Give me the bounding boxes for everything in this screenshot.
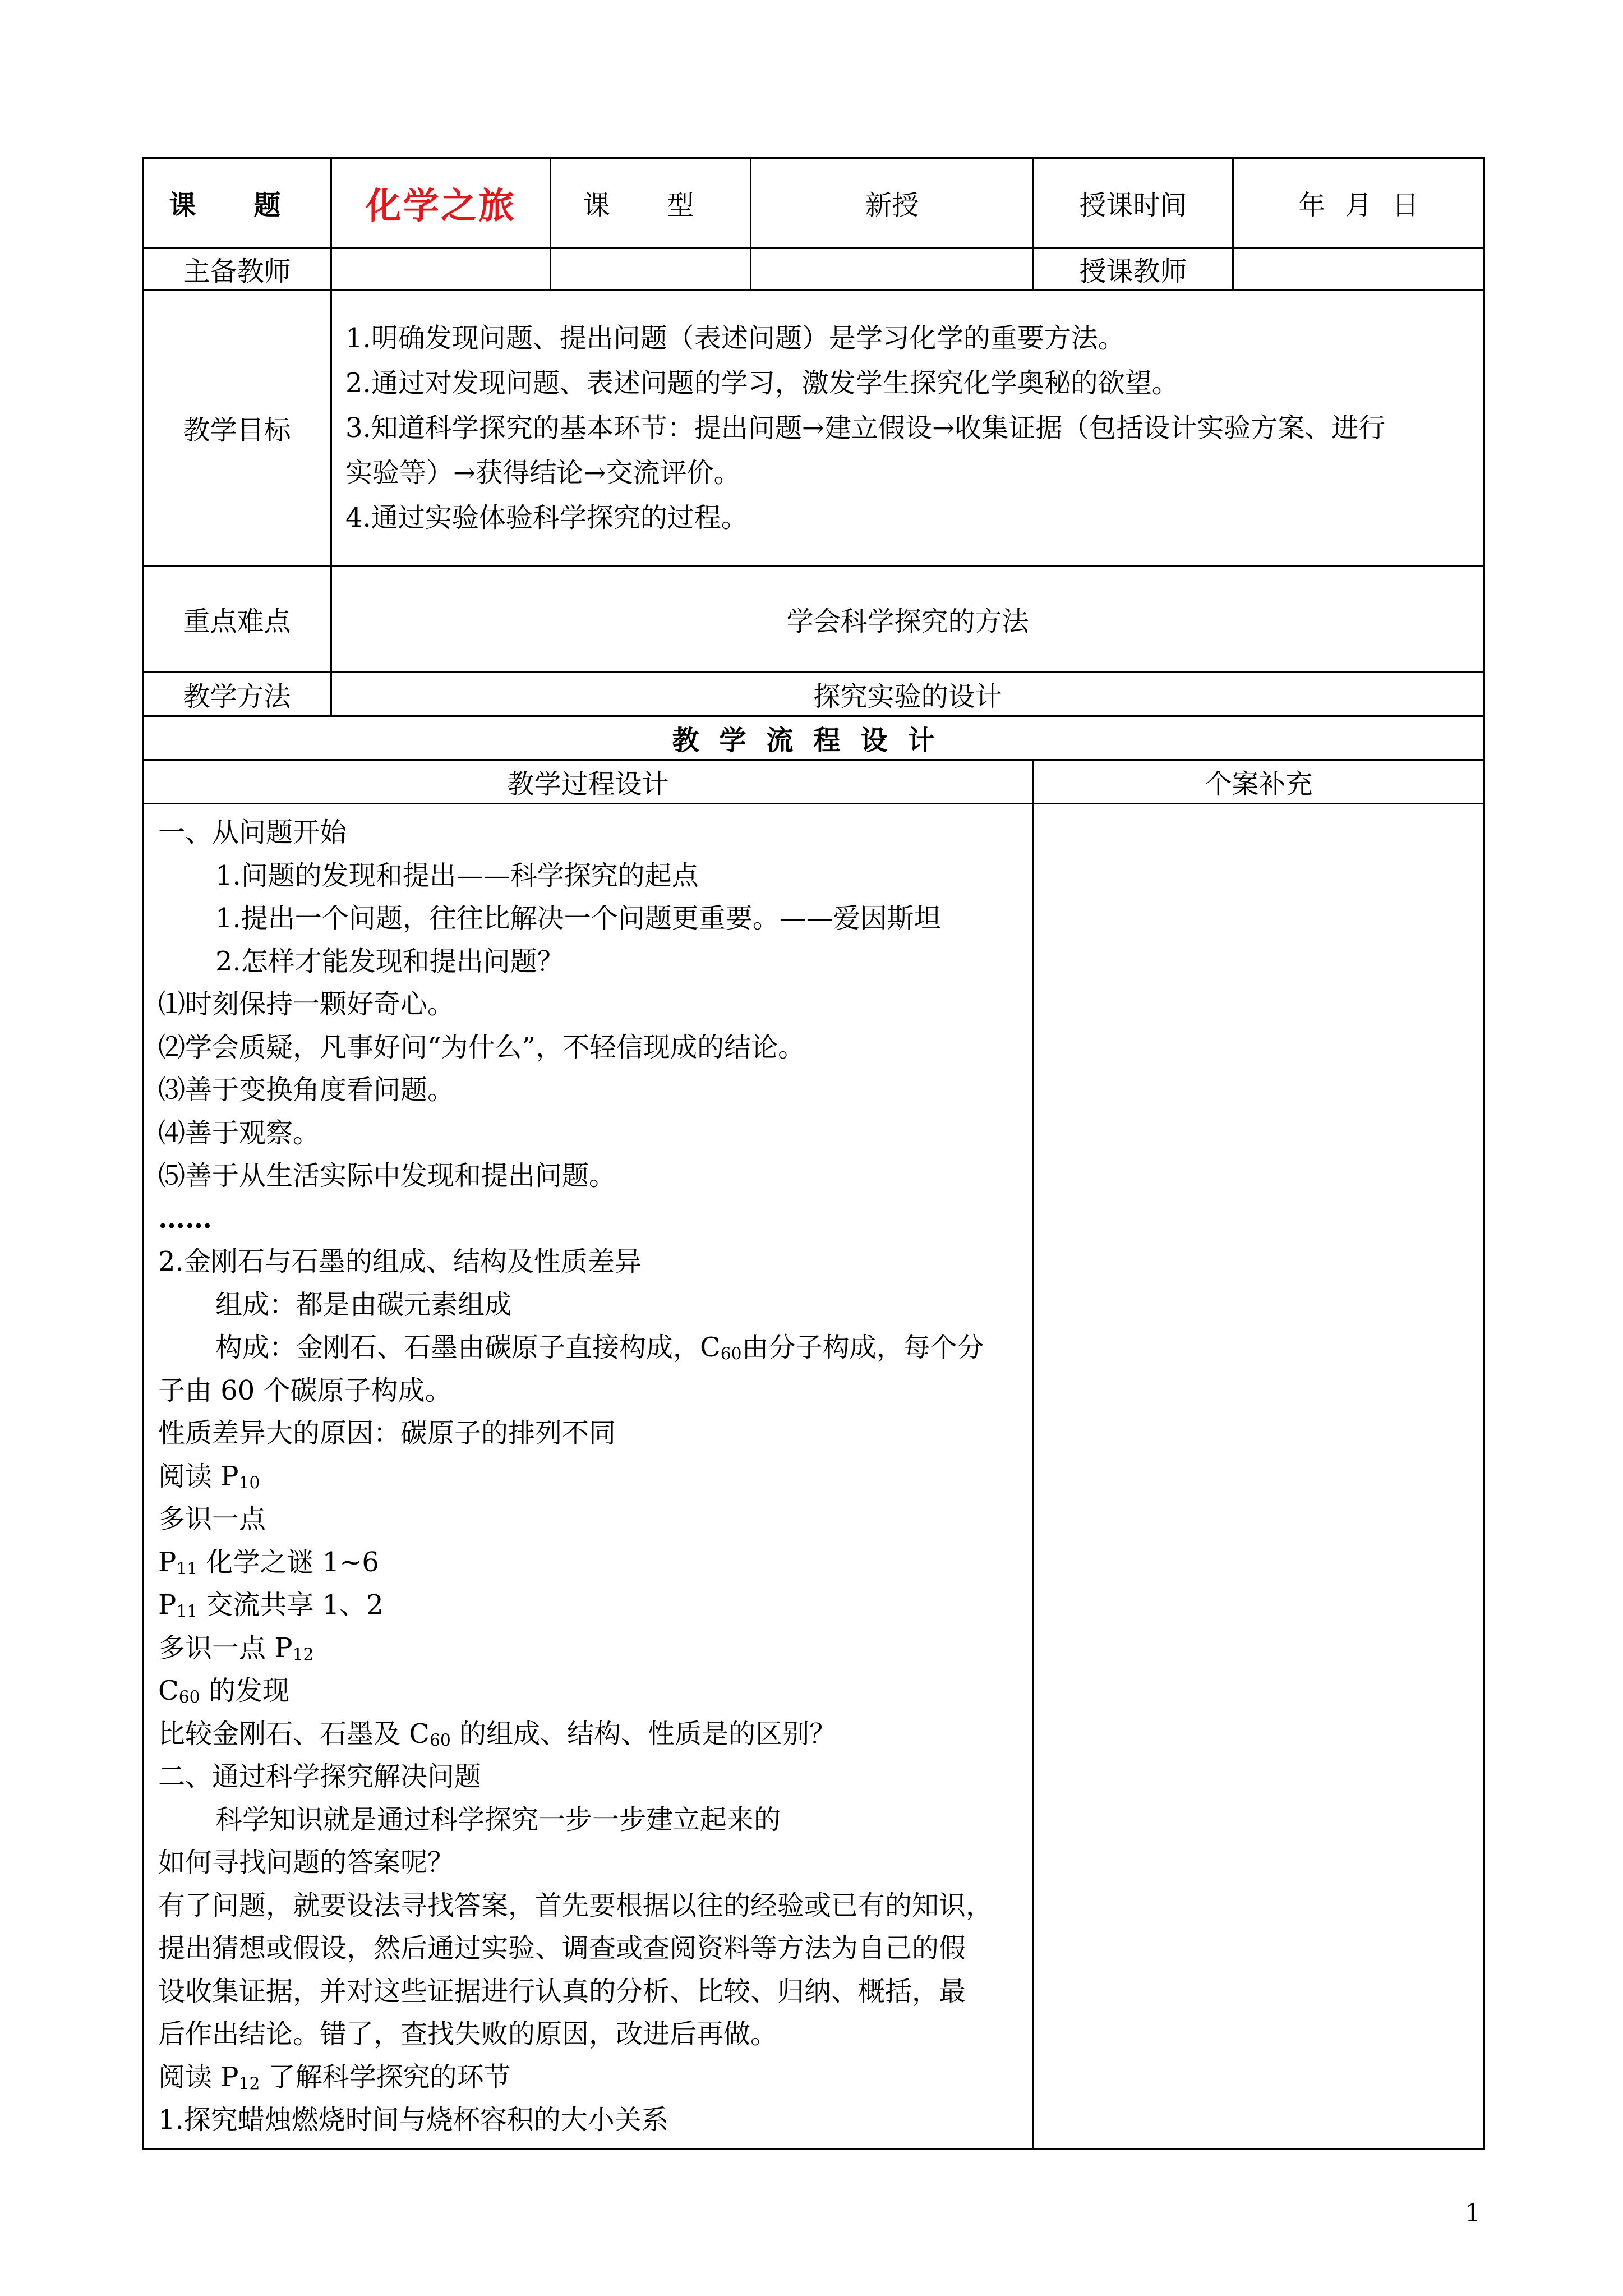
goals-row	[143, 290, 1484, 566]
type-label: 课 型	[551, 158, 751, 248]
line-part: C	[158, 1675, 179, 1706]
line-part: 的组成、结构、性质是的区别？	[450, 1718, 837, 1750]
process-line: 提出猜想或假设，然后通过实验、调查或查阅资料等方法为自己的假	[158, 1932, 966, 1964]
process-line: 2.金刚石与石墨的组成、结构及性质差异	[158, 1246, 642, 1277]
subscript: 60	[178, 1687, 200, 1708]
time-label: 授课时间	[1034, 158, 1233, 248]
process-line	[158, 1669, 1022, 1713]
process-line	[158, 1541, 1022, 1584]
process-line	[158, 1455, 1022, 1498]
goals-content	[331, 290, 1484, 566]
subscript: 12	[292, 1644, 314, 1664]
lesson-plan-table	[142, 157, 1485, 2150]
line-part: 多识一点 P	[158, 1632, 293, 1664]
line-part: 阅读 P	[158, 1460, 239, 1492]
teacher-row	[143, 248, 1484, 290]
process-line: 科学知识就是通过科学探究一步一步建立起来的	[215, 1803, 781, 1835]
key-points-label: 重点难点	[143, 566, 331, 673]
goals-label: 教学目标	[143, 290, 331, 566]
topic-label: 课 题	[143, 158, 331, 248]
goal-item: 2.通过对发现问题、表述问题的学习，激发学生探究化学奥秘的欲望。	[345, 367, 1179, 399]
process-line: ⑷善于观察。	[158, 1117, 320, 1149]
process-line: 1.探究蜡烛燃烧时间与烧杯容积的大小关系	[158, 2104, 668, 2136]
goal-item: 1.明确发现问题、提出问题（表述问题）是学习化学的重要方法。	[345, 322, 1125, 354]
flow-heading-row	[143, 716, 1484, 760]
subscript: 11	[176, 1602, 198, 1622]
goal-item: 3.知道科学探究的基本环节：提出问题→建立假设→收集证据（包括设计实验方案、进行	[345, 412, 1386, 444]
process-line: 二、通过科学探究解决问题	[158, 1761, 482, 1792]
process-row	[143, 804, 1484, 2150]
lead-teacher-label: 主备教师	[143, 248, 331, 290]
process-line: 子由 60 个碳原子构成。	[158, 1374, 452, 1406]
process-line: 1.提出一个问题，往往比解决一个问题更重要。——爱因斯坦	[215, 903, 941, 934]
subscript: 10	[238, 1473, 260, 1493]
process-line: ……	[158, 1203, 212, 1235]
process-line: 多识一点	[158, 1503, 266, 1535]
process-line: 组成：都是由碳元素组成	[215, 1289, 512, 1320]
process-line: ⑶善于变换角度看问题。	[158, 1074, 455, 1106]
process-line: 1.问题的发现和提出——科学探究的起点	[215, 859, 699, 891]
process-line: 性质差异大的原因：碳原子的排列不同	[158, 1418, 616, 1449]
lead-teacher-value	[331, 248, 551, 290]
line-part: 构成：金刚石、石墨由碳原子直接构成，	[215, 1332, 700, 1363]
process-line: ⑸善于从生活实际中发现和提出问题。	[158, 1160, 616, 1191]
process-line: 2.怎样才能发现和提出问题？	[215, 945, 564, 977]
process-header: 教学过程设计	[143, 760, 1034, 804]
line-part: 了解科学探究的环节	[260, 2061, 511, 2093]
blank-cell	[551, 248, 751, 290]
teacher-label: 授课教师	[1034, 248, 1233, 290]
flow-header-row	[143, 760, 1484, 804]
method-label: 教学方法	[143, 673, 331, 716]
line-part: 由分子构成，每个分	[741, 1332, 984, 1363]
goal-item: 4.通过实验体验科学探究的过程。	[345, 501, 748, 533]
blank-cell	[751, 248, 1034, 290]
topic-title: 化学之旅	[365, 185, 517, 227]
process-content	[143, 804, 1034, 2150]
process-line: 如何寻找问题的答案呢？	[158, 1847, 455, 1878]
supplement-header: 个案补充	[1034, 760, 1484, 804]
process-line: 设收集证据，并对这些证据进行认真的分析、比较、归纳、概括，最	[158, 1975, 966, 2007]
line-part: 交流共享 1、2	[197, 1589, 384, 1621]
process-line	[158, 1326, 1022, 1369]
line-part: P	[158, 1546, 177, 1578]
process-line: 后作出结论。错了，查找失败的原因，改进后再做。	[158, 2018, 778, 2050]
subscript: 12	[238, 2073, 260, 2093]
line-part: 的发现	[200, 1675, 289, 1706]
process-line: 一、从问题开始	[158, 817, 347, 848]
subscript: 60	[720, 1344, 742, 1364]
key-points-row	[143, 566, 1484, 673]
line-part: P	[158, 1589, 177, 1621]
flow-heading: 教学流程设计	[143, 716, 1484, 760]
process-line	[158, 1584, 1022, 1627]
method-value: 探究实验的设计	[331, 673, 1484, 716]
process-line: 有了问题，就要设法寻找答案，首先要根据以往的经验或已有的知识，	[158, 1889, 993, 1921]
subscript: 60	[430, 1730, 451, 1750]
line-part: 阅读 P	[158, 2061, 239, 2093]
line-part: 化学之谜 1~6	[197, 1546, 379, 1578]
process-line	[158, 2056, 1022, 2099]
type-value: 新授	[751, 158, 1034, 248]
method-row	[143, 673, 1484, 716]
line-part: 比较金刚石、石墨及 C	[158, 1718, 430, 1750]
goal-item: 实验等）→获得结论→交流评价。	[345, 457, 741, 489]
topic-row	[143, 158, 1484, 248]
subscript: 11	[176, 1558, 198, 1579]
time-value: 年 月 日	[1233, 158, 1484, 248]
process-line: ⑵学会质疑，凡事好问“为什么”，不轻信现成的结论。	[158, 1031, 805, 1063]
topic-value	[331, 158, 551, 248]
page-number: 1	[1465, 2199, 1481, 2228]
process-line	[158, 1627, 1022, 1670]
process-line: ⑴时刻保持一颗好奇心。	[158, 988, 455, 1020]
key-points-value: 学会科学探究的方法	[331, 566, 1484, 673]
line-part: C	[700, 1332, 721, 1363]
process-line	[158, 1713, 1022, 1756]
teacher-value	[1233, 248, 1484, 290]
supplement-content	[1034, 804, 1484, 2150]
